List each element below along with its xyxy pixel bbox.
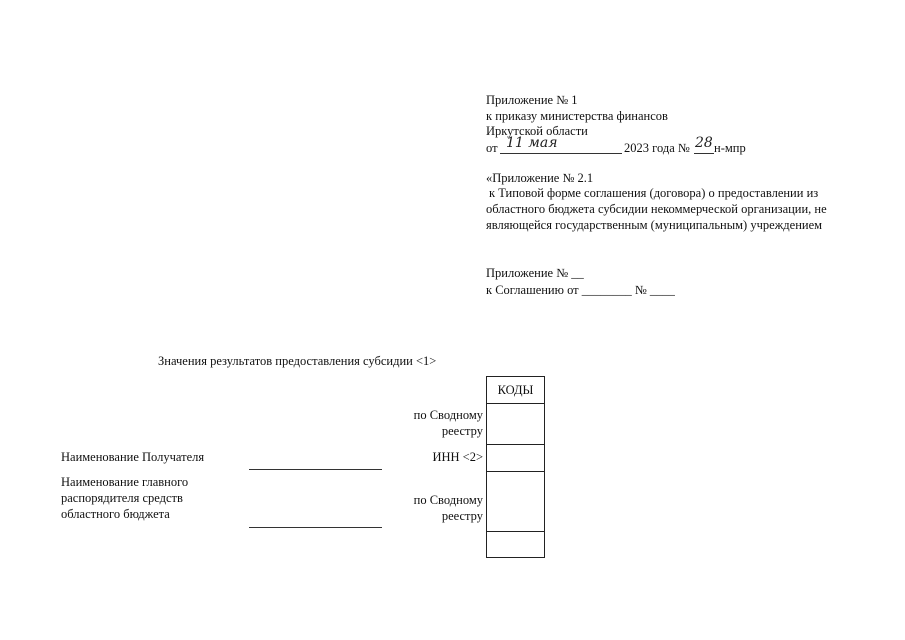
number-underline	[694, 153, 714, 154]
appendix2-line-2: к Типовой форме соглашения (договора) о предоставлении из	[489, 186, 819, 200]
register1-label-b: реестру	[441, 424, 483, 438]
appendix2-line-4: являющейся государственным (муниципальным) учреждением	[486, 218, 823, 232]
appendix-date-prefix: от	[486, 141, 498, 155]
date-underline	[500, 153, 622, 154]
register2-label-b: реестру	[441, 509, 483, 523]
appendix-line-1: Приложение № 1	[486, 93, 578, 107]
appendix-date-suffix: 2023 года №	[624, 141, 690, 155]
appendix-line-3: Иркутской области	[486, 124, 588, 138]
manager-label-3: областного бюджета	[61, 507, 170, 521]
agreement-line-1: Приложение № __	[486, 266, 584, 280]
inn-label: ИНН <2>	[432, 450, 483, 464]
page-title: Значения результатов предоставления субсидии <1>	[158, 354, 437, 368]
codes-cell-inn	[487, 445, 544, 472]
recipient-label: Наименование Получателя	[61, 450, 205, 464]
codes-cell-register-1	[487, 404, 544, 445]
register2-label-a: по Сводному	[413, 493, 483, 507]
codes-cell-register-2	[487, 472, 544, 532]
appendix2-line-3: областного бюджета субсидии некоммерческой организации, не	[486, 202, 827, 216]
codes-cell-empty	[487, 532, 544, 557]
register1-label-a: по Сводному	[413, 408, 483, 422]
handwritten-date: 11 мая	[506, 135, 558, 151]
manager-label-2: распорядителя средств	[61, 491, 183, 505]
codes-header: КОДЫ	[487, 377, 544, 404]
recipient-underline	[249, 469, 382, 470]
manager-label-1: Наименование главного	[61, 475, 189, 489]
appendix-line-2: к приказу министерства финансов	[486, 109, 668, 123]
appendix2-line-1: «Приложение № 2.1	[486, 171, 594, 185]
agreement-line-2: к Соглашению от ________ № ____	[486, 283, 675, 297]
appendix-number-suffix: н-мпр	[714, 141, 746, 155]
manager-underline	[249, 527, 382, 528]
codes-table	[486, 376, 545, 558]
handwritten-number: 28	[695, 135, 713, 151]
